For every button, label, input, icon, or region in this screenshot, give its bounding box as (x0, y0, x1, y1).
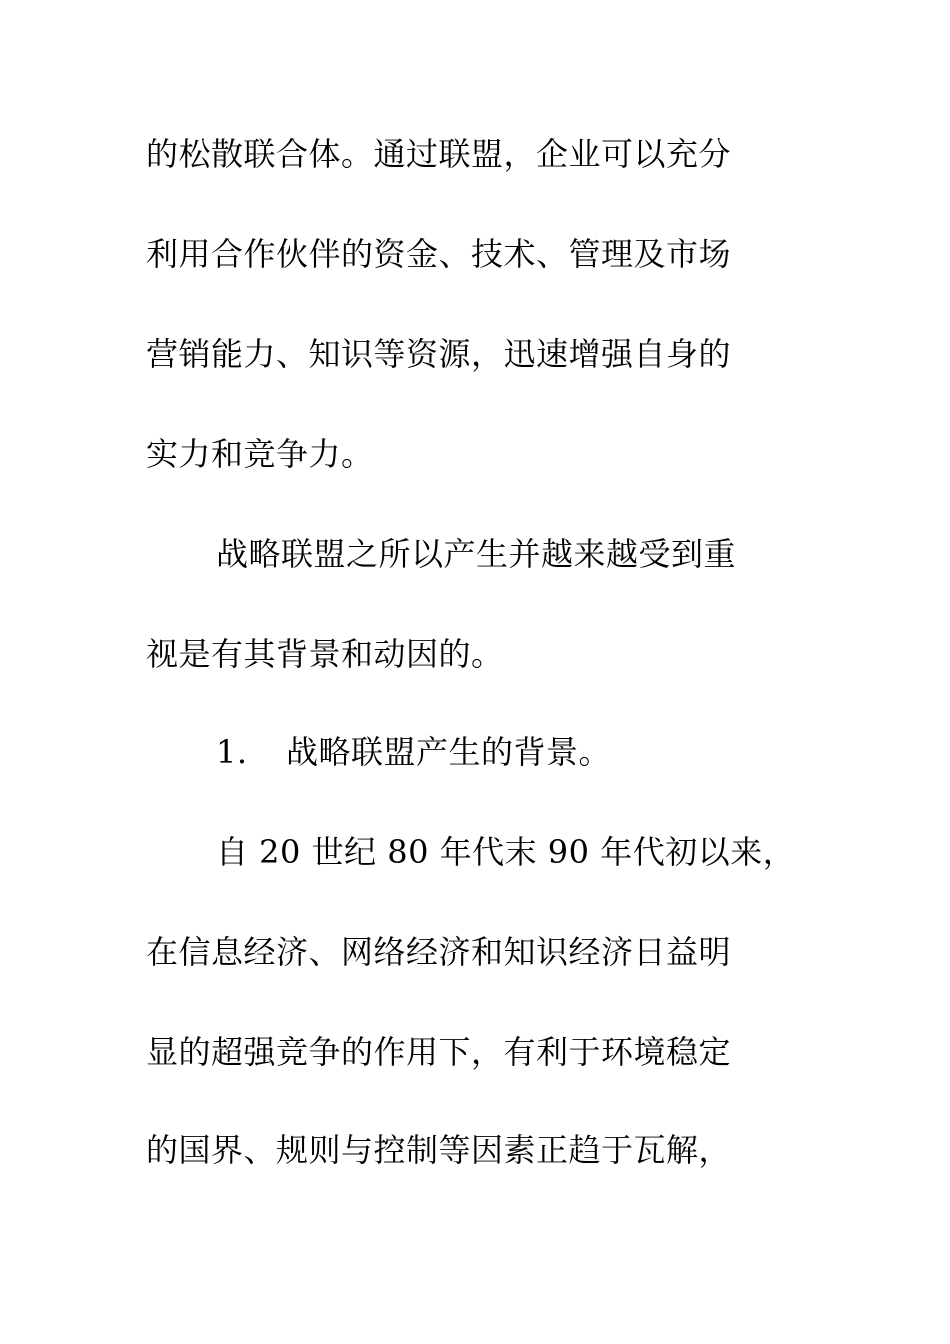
paragraph-line: 利用合作伙伴的资金、技术、管理及市场 (146, 235, 732, 273)
paragraph-line: 在信息经济、网络经济和知识经济日益明 (146, 933, 732, 971)
paragraph-line: 显的超强竞争的作用下，有利于环境稳定 (146, 1033, 732, 1071)
paragraph-line: 营销能力、知识等资源，迅速增强自身的 (146, 335, 732, 373)
paragraph-line: 的松散联合体。通过联盟，企业可以充分 (146, 135, 732, 173)
paragraph-line: 实力和竞争力。 (146, 435, 374, 473)
list-item (216, 722, 856, 782)
paragraph-line: 自 20 世纪 80 年代末 90 年代初以来， (216, 833, 796, 871)
paragraph-line: 的国界、规则与控制等因素正趋于瓦解， (146, 1131, 732, 1169)
paragraph-line: 视是有其背景和动因的。 (146, 635, 504, 673)
list-item-text: 战略联盟产生的背景。 (286, 733, 612, 771)
paragraph-line: 战略联盟之所以产生并越来越受到重 (216, 535, 737, 573)
list-item-number: 1. (216, 733, 248, 771)
